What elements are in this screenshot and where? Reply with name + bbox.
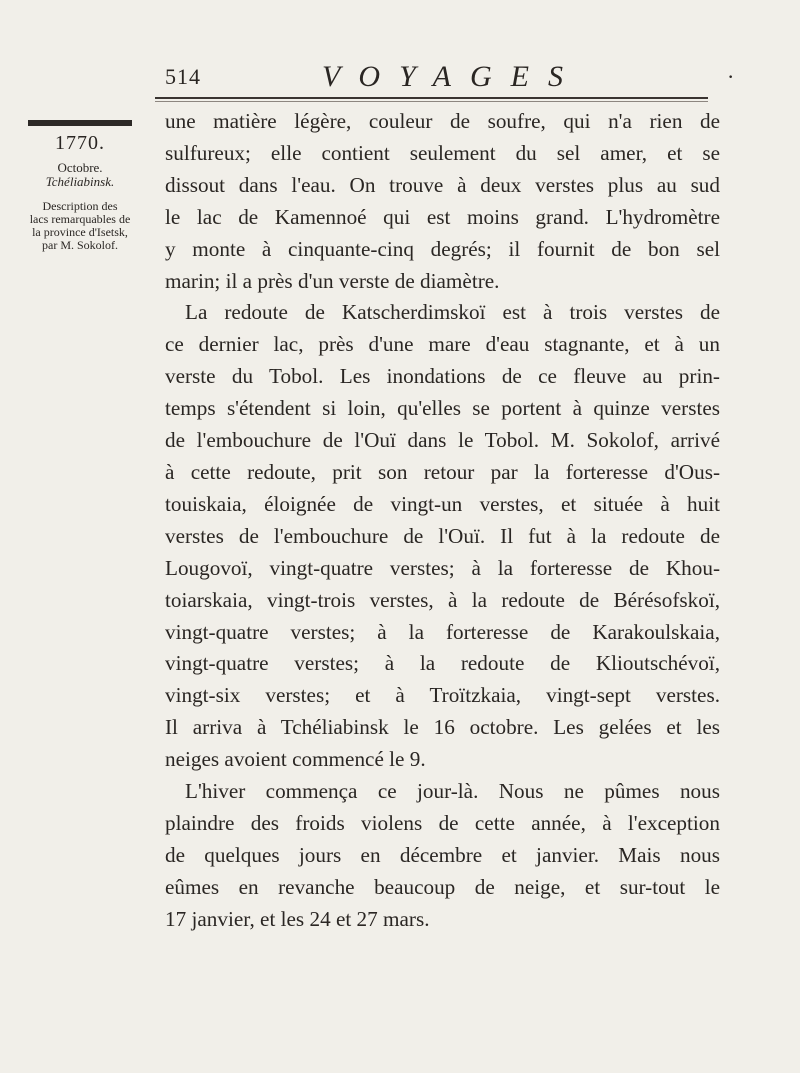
margin-ornament-bar	[28, 120, 132, 126]
header-rule	[155, 97, 708, 99]
text-line: eûmes en revanche beaucoup de neige, et sur-tout le	[165, 874, 720, 899]
running-title-dot: ·	[727, 64, 735, 89]
margin-city: Tchéliabinsk.	[45, 174, 115, 189]
text-line: Il arriva à Tchéliabinsk le 16 octobre. Les gelées et les	[165, 715, 720, 740]
text-line: y monte à cinquante-cinq degrés; il fournit de bon sel	[165, 236, 720, 261]
text-line: verste du Tobol. Les inondations de ce fleuve au prin-	[165, 364, 720, 389]
text-line: marin; il a près d'un verste de diamètre.	[165, 268, 500, 293]
margin-description-line: lacs remarquables de	[29, 212, 131, 226]
header-rule-thin	[155, 101, 708, 102]
text-line: touiskaia, éloignée de vingt-un verstes, et située à huit	[165, 491, 720, 516]
margin-description	[10, 200, 150, 252]
text-line: vingt-quatre verstes; à la redoute de Klioutschévoï,	[165, 651, 720, 676]
text-line: à cette redoute, prit son retour par la forteresse d'Ous-	[165, 459, 720, 484]
text-line: temps s'étendent si loin, qu'elles se portent à quinze verstes	[165, 396, 720, 421]
text-line: 17 janvier, et les 24 et 27 mars.	[165, 906, 430, 931]
text-line: le lac de Kamennoé qui est moins grand. L'hydromètre	[165, 204, 720, 229]
page-header	[155, 58, 735, 98]
text-line: ce dernier lac, près d'une mare d'eau stagnante, et à un	[165, 332, 720, 357]
text-line: vingt-quatre verstes; à la forteresse de Karakoulskaia,	[165, 619, 720, 644]
text-line: Lougovoï, vingt-quatre verstes; à la forteresse de Khou-	[165, 555, 720, 580]
text-line: sulfureux; elle contient seulement du sel amer, et se	[165, 140, 720, 165]
page-number: 514	[165, 64, 201, 89]
text-line: une matière légère, couleur de soufre, qui n'a rien de	[165, 109, 720, 133]
text-line: vingt-six verstes; et à Troïtzkaia, vingt-sept verstes.	[165, 683, 720, 708]
margin-description-line: par M. Sokolof.	[42, 238, 118, 252]
margin-description-line: la province d'Isetsk,	[32, 225, 128, 239]
text-line: toiarskaia, vingt-trois verstes, à la redoute de Bérésofskoï,	[165, 587, 720, 612]
margin-year: 1770.	[55, 132, 105, 154]
text-line: dissout dans l'eau. On trouve à deux verstes plus au sud	[165, 172, 720, 197]
text-line: neiges avoient commencé le 9.	[165, 747, 426, 772]
margin-notes	[10, 112, 150, 252]
margin-month: Octobre.	[57, 160, 103, 175]
text-line: La redoute de Katscherdimskoï est à trois verstes de	[185, 300, 720, 325]
text-line: plaindre des froids violens de cette année, à l'exception	[165, 810, 720, 835]
text-line: de quelques jours en décembre et janvier. Mais nous	[165, 842, 720, 867]
text-line: verstes de l'embouchure de l'Ouï. Il fut à la redoute de	[165, 523, 720, 548]
text-line: de l'embouchure de l'Ouï dans le Tobol. M. Sokolof, arrivé	[165, 428, 720, 453]
text-line: L'hiver commença ce jour-là. Nous ne pûmes nous	[185, 779, 720, 804]
running-title: VOYAGES	[322, 60, 583, 93]
body-text	[165, 106, 720, 936]
margin-description-line: Description des	[42, 199, 118, 213]
